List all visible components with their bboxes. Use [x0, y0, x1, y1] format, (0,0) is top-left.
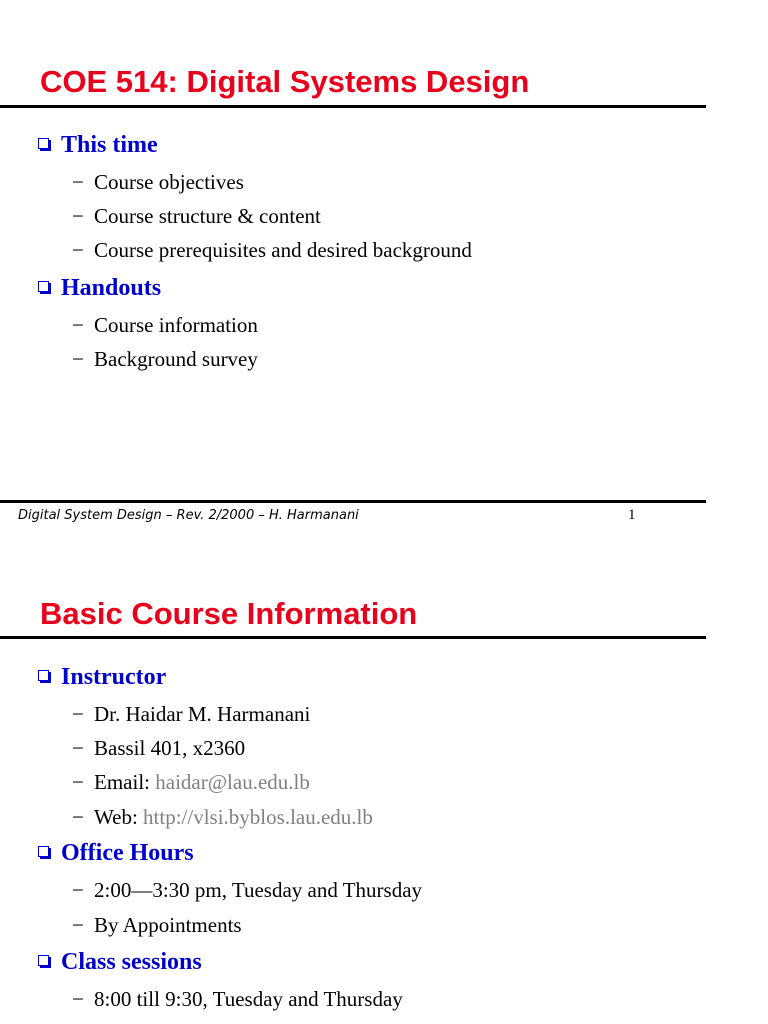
bullet-heading: Class sessions — [61, 949, 202, 975]
dash-icon: − — [72, 238, 84, 262]
square-bullet-icon — [38, 281, 49, 292]
slide-2-title: Basic Course Information — [40, 596, 418, 631]
email-label: Email: — [94, 770, 156, 794]
dash-icon: − — [72, 913, 84, 937]
dash-icon: − — [72, 204, 84, 228]
dash-icon: − — [72, 736, 84, 760]
bullet-office-hours — [38, 840, 194, 867]
dash-icon: − — [72, 313, 84, 337]
list-item: − Bassil 401, x2360 — [72, 736, 246, 760]
square-bullet-icon — [38, 670, 49, 681]
bullet-heading: Office Hours — [61, 840, 194, 866]
list-item: − 2:00—3:30 pm, Tuesday and Thursday — [72, 878, 423, 902]
dash-icon: − — [72, 987, 84, 1011]
list-item: − Course information — [72, 313, 258, 337]
bullet-heading: This time — [61, 132, 158, 158]
footer-rule — [0, 500, 706, 503]
square-bullet-icon — [38, 955, 49, 966]
title-rule — [0, 636, 706, 639]
bullet-instructor — [38, 664, 166, 691]
list-item: − Course prerequisites and desired background — [72, 238, 472, 262]
email-link[interactable]: haidar@lau.edu.lb — [155, 770, 310, 794]
dash-icon: − — [72, 878, 84, 902]
list-item: − Dr. Haidar M. Harmanani — [72, 702, 311, 726]
dash-icon: − — [72, 770, 84, 794]
dash-icon: − — [72, 702, 84, 726]
list-item: − Background survey — [72, 347, 258, 371]
bullet-heading: Instructor — [61, 664, 167, 690]
bullet-heading: Handouts — [61, 275, 162, 301]
square-bullet-icon — [38, 138, 49, 149]
list-item — [72, 770, 310, 795]
list-item: − 8:00 till 9:30, Tuesday and Thursday — [72, 987, 403, 1011]
bullet-this-time — [38, 132, 158, 159]
bullet-class-sessions — [38, 949, 202, 976]
dash-icon: − — [72, 170, 84, 194]
bullet-handouts — [38, 275, 161, 302]
list-item — [72, 805, 373, 830]
list-item: − By Appointments — [72, 913, 242, 937]
title-rule — [0, 105, 706, 108]
list-item: − Course objectives — [72, 170, 244, 194]
page-number: 1 — [628, 507, 636, 523]
dash-icon: − — [72, 805, 84, 829]
list-item: − Course structure & content — [72, 204, 321, 228]
slide-footer: Digital System Design – Rev. 2/2000 – H. Harmanani — [18, 508, 359, 523]
web-link[interactable]: http://vlsi.byblos.lau.edu.lb — [143, 805, 373, 829]
slide-1-title: COE 514: Digital Systems Design — [40, 64, 530, 99]
square-bullet-icon — [38, 846, 49, 857]
dash-icon: − — [72, 347, 84, 371]
web-label: Web: — [94, 805, 144, 829]
